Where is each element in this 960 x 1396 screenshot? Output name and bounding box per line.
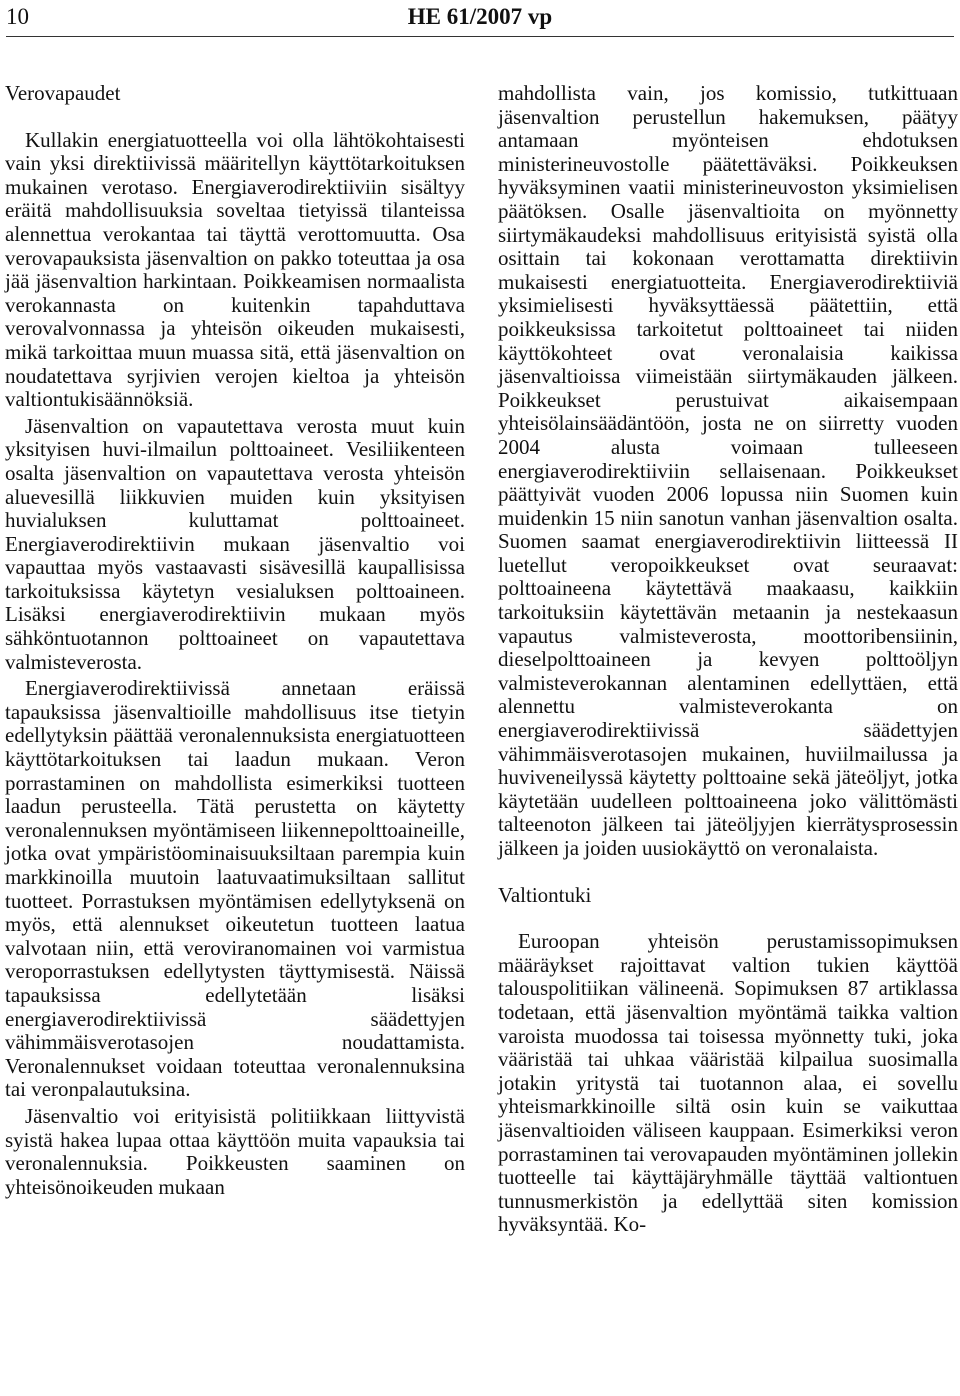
- left-column: [5, 82, 465, 1202]
- right-column: [498, 82, 958, 1240]
- section-heading-verovapaudet: Verovapaudet: [5, 81, 121, 105]
- body-paragraph: Jäsenvaltion on vapautettava verosta muut kuin yksityisen huvi-ilmailun polttoaineet. Vesiliikenteen osalta jäsenvaltion on vapautettava verosta yhteisön aluevesillä liikkuvien muiden kuin yksityisen huvialuksen kuluttamat polttoaineet. Energiaverodirektiivin mukaan jäsenvaltio voi vapauttaa myös vastaavasti sisävesillä kaupallisissa tarkoituksissa käytetyn vesialuksen polttoaineen. Lisäksi energiaverodirektiivin mukaan myös sähköntuotannon polttoaineet on vapautettava valmisteverosta.: [5, 413, 465, 674]
- section-heading-valtiontuki: Valtiontuki: [498, 882, 592, 907]
- body-paragraph-continued: mahdollista vain, jos komissio, tutkittuaan jäsenvaltion perustellun hakemuksen, päätyy antamaan myönteisen ehdotuksen ministerineuvostolle päätettäväksi. Poikkeuksen hyväksyminen vaatii ministerineuvoston yksimielisen päätöksen. Osalle jäsenvaltioita on myönnetty siirtymäkaudeksi mahdollisuus erityisistä syistä olla osittain tai kokonaan verottamatta direktiivin mukaisesti energiatuotteita. Energiaverodirektiiviä yksimielisesti hyväksyttäessä päätettiin, että poikkeuksissa tarkoitetut polttoaineet tai niiden käyttökohteet ovat veronalaisia kaikissa jäsenvaltioissa viimeistään siirtymäkauden jälkeen. Poikkeukset perustuivat aikaisempaan yhteisölainsäädäntöön, josta ne on siirretty vuoden 2004 alusta voimaan tulleeseen energiaverodirektiiviin sellaisenaan. Poikkeukset päättyivät vuoden 2006 lopussa niin Suomen kuin muidenkin 15 niin sanotun vanhan jäsenvaltion osalta. Suomen saamat energiaverodirektiivin liitteessä II luetellut veropoikkeukset ovat seuraavat: polttoaineena käytettävä maakaasu, kaikkiin tarkoituksiin käytettävän metaanin ja nestekaasun vapautus valmisteverosta, moottoribensiinin, dieselpolttoaineen ja kevyen polttoöljyn valmisteverokannan alentaminen edellyttäen, että alennettu valmisteverokanta on energiaverodirektiivissä säädettyjen vähimmäisverotasojen mukainen, huviilmailussa ja huviveneilyssä käytetty polttoaine sekä jäteöljyt, jotka käytetään uudelleen polttoaineena joko välittömästi talteenoton jälkeen tai jäteöljyjen kierrätysprosessin jälkeen ja joiden uusiokäyttö on veronalaista.: [498, 81, 958, 860]
- page-number: 10: [6, 4, 29, 29]
- body-paragraph: Kullakin energiatuotteella voi olla lähtökohtaisesti vain yksi direktiivissä määritellyn käyttötarkoituksen mukainen verotaso. Energiaverodirektiiviin sisältyy eräitä mahdollisuuksia soveltaa tietyissä tilanteissa alennettua verokantaa tai täyttä verottomuutta. Osa verovapauksista jäsenvaltion on pakko toteuttaa ja osa jää jäsenvaltion harkintaan. Poikkeamisen normaalista verokannasta on kuitenkin tapahduttava verovalvonnassa ja yhteisön oikeuden mukaisesti, mikä tarkoittaa muun muassa sitä, että jäsenvaltion on noudatettava syrjivien verojen kieltoa ja yhteisön valtiontukisäännöksiä.: [5, 127, 465, 412]
- body-paragraph: Euroopan yhteisön perustamissopimuksen määräykset rajoittavat valtion tukien käyttöä talouspolitiikan välineenä. Sopimuksen 87 artiklassa todetaan, että jäsenvaltion myöntämä taikka valtion varoista muodossa tai toisessa myönnetty tuki, joka vääristää tai uhkaa vääristää kilpailua suosimalla jotakin yritystä tai tuotannon alaa, ei sovellu yhteismarkkinoille siltä osin kuin se vaikuttaa jäsenvaltioiden väliseen kauppaan. Esimerkiksi veron porrastaminen tai verovapauden myöntäminen jollekin tuotteelle tai käyttäjäryhmälle täyttää valtiontuen tunnusmerkistön ja edellyttää siten komission hyväksyntää. Ko-: [498, 929, 958, 1237]
- body-paragraph: Jäsenvaltio voi erityisistä politiikkaan liittyvistä syistä hakea lupaa ottaa käyttöön muita vapauksia tai veronalennuksia. Poikkeusten saaminen on yhteisönoikeuden mukaan: [5, 1103, 465, 1199]
- header-rule: [6, 36, 954, 37]
- document-id: HE 61/2007 vp: [407, 4, 553, 29]
- body-paragraph: Energiaverodirektiivissä annetaan eräissä tapauksissa jäsenvaltioille mahdollisuus itse tietyin edellytyksin päättää veronalennuksista energiatuotteen käyttötarkoituksen tai laadun mukaan. Veron porrastaminen on mahdollista esimerkiksi tuotteen laadun perusteella. Tätä perustetta on käytetty veronalennuksen myöntämiseen liikennepolttoaineille, jotka ovat ympäristöominaisuuksiltaan parempia kuin markkinoilla muutoin laatuvaatimuksiltaan sallitut tuotteet. Porrastuksen myöntämisen edellytyksenä on myös, että alennukset oikeutetun tuotteen laatua valvotaan niin, että veroviranomainen voi varmistua veroporrastuksen edellytysten täyttymisestä. Näissä tapauksissa edellytetään lisäksi energiaverodirektiivissä säädettyjen vähimmäisverotasojen noudattamista. Veronalennukset voidaan toteuttaa veronalennuksina tai veronpalautuksina.: [5, 676, 465, 1102]
